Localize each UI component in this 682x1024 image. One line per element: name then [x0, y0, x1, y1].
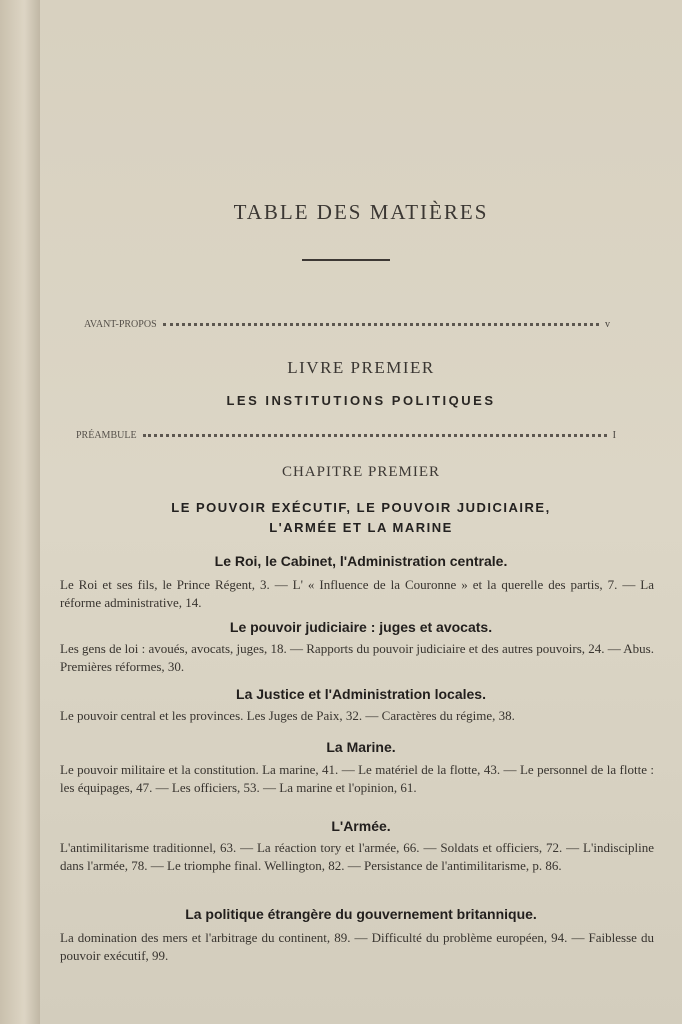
chapter-heading: CHAPITRE PREMIER: [281, 464, 441, 480]
page-title: TABLE DES MATIÈRES: [233, 200, 489, 224]
leader-dots: [143, 434, 607, 437]
section-text: Les gens de loi : avoués, avocats, juges, 18. — Rapports du pouvoir judiciaire et des autres pouvoirs, 24. — Abus. Premières réformes, 30.: [60, 641, 654, 674]
section-text: Le Roi et ses fils, le Prince Régent, 3. — L' « Influence de la Couronne » et la querelle des partis, 7. — La réforme administrative, 14.: [60, 577, 654, 610]
section-text: L'antimilitarisme traditionnel, 63. — La réaction tory et l'armée, 66. — Soldats et officiers, 72. — L'indiscipline dans l'armée, 78. — Le triomphe final. Wellington, 82. — Persistance de l'antimilitarisme, p. 86.: [60, 840, 654, 873]
chapter-title: [40, 498, 682, 538]
chapter-title-line-2: L'ARMÉE ET LA MARINE: [269, 520, 453, 535]
livre-heading: LIVRE PREMIER: [287, 358, 435, 377]
section-text: Le pouvoir militaire et la constitution. La marine, 41. — Le matériel de la flotte, 43. — Le personnel de la flotte : les équipages, 47. — Les officiers, 53. — La marine et l'opinion, 61.: [60, 762, 654, 795]
book-page: [40, 0, 682, 1024]
section-heading: L'Armée.: [331, 818, 391, 834]
section-text: La domination des mers et l'arbitrage du continent, 89. — Difficulté du problème européen, 94. — Faiblesse du pouvoir exécutif, 99.: [60, 930, 654, 963]
section-heading: Le pouvoir judiciaire : juges et avocats.: [229, 619, 493, 635]
preambule-entry: [76, 423, 616, 441]
leader-dots: [163, 323, 599, 326]
avant-propos-label: AVANT-PROPOS: [84, 319, 157, 330]
book-spine: [0, 0, 44, 1024]
title-rule: [302, 259, 390, 261]
section-text: Le pouvoir central et les provinces. Les Juges de Paix, 32. — Caractères du régime, 38.: [60, 708, 515, 723]
avant-propos-entry: [84, 312, 610, 330]
section-heading: Le Roi, le Cabinet, l'Administration centrale.: [214, 553, 508, 569]
livre-subtitle: LES INSTITUTIONS POLITIQUES: [226, 393, 496, 408]
section-heading: La Justice et l'Administration locales.: [236, 686, 486, 702]
preambule-page: I: [612, 430, 616, 441]
section-heading: La politique étrangère du gouvernement britannique.: [185, 906, 537, 922]
section-heading: La Marine.: [326, 739, 396, 755]
chapter-title-line-1: LE POUVOIR EXÉCUTIF, LE POUVOIR JUDICIAIRE,: [171, 500, 551, 515]
preambule-label: PRÉAMBULE: [76, 430, 137, 441]
avant-propos-page: v: [605, 319, 610, 330]
